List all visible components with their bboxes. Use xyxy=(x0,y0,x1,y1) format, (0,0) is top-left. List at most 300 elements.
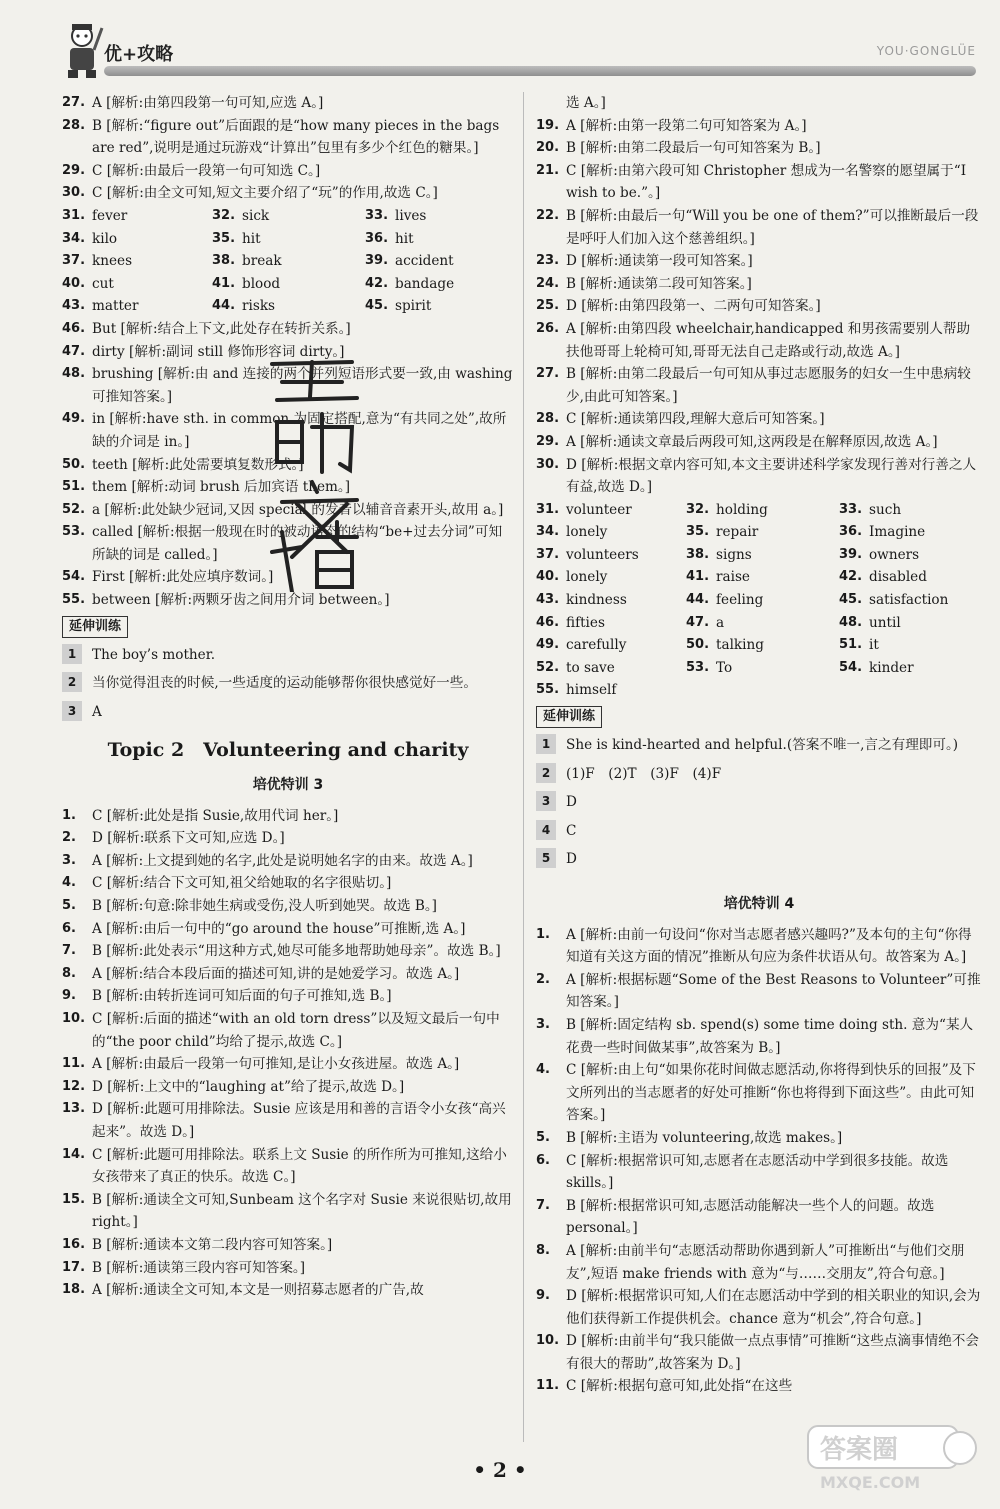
grid-answer xyxy=(62,205,212,228)
extension-number: 2 xyxy=(62,672,82,692)
answer-number: 52. xyxy=(536,659,560,675)
answer-text: A [解析:通读文章最后两段可知,这两段是在解释原因,故选 A。] xyxy=(566,433,938,450)
page-number: • 2 • xyxy=(473,1458,527,1482)
answer-number: 27. xyxy=(62,95,86,110)
answer-word: fifties xyxy=(566,614,605,631)
answer-text: C [解析:由上句“如果你花时间做志愿活动,你将得到快乐的回报”及下文所列出的当志愿者的好处可推断“你也将得到下面这些”。由此可知答案。] xyxy=(566,1062,976,1124)
answer-number: 31. xyxy=(62,207,86,223)
answer-item xyxy=(536,1375,982,1398)
answer-item xyxy=(536,454,982,499)
answer-number: 9. xyxy=(62,988,76,1004)
answer-item xyxy=(536,431,982,454)
answer-number: 43. xyxy=(62,298,86,314)
grid-answer xyxy=(839,679,979,702)
answer-text: B [解析:通读本文第二段内容可知答案。] xyxy=(92,1236,333,1253)
answer-number: 27. xyxy=(536,366,560,382)
grid-answer xyxy=(62,295,212,318)
extension-text: (1)F (2)T (3)F (4)F xyxy=(566,765,722,782)
extension-number: 2 xyxy=(536,763,556,783)
extension-item xyxy=(62,672,514,695)
extension-text: She is kind-hearted and helpful.(答案不唯一,言之有理即可。) xyxy=(566,737,959,754)
answer-text: teeth [解析:此处需要填复数形式。] xyxy=(92,456,304,473)
answer-word: bandage xyxy=(395,275,455,292)
answer-number: 11. xyxy=(62,1056,86,1072)
answer-number: 42. xyxy=(365,275,389,291)
answer-text: B [解析:由第二段最后一句可知答案为 B。] xyxy=(566,140,821,157)
answer-item xyxy=(62,1279,514,1302)
answer-number: 44. xyxy=(212,298,236,314)
answer-number: 28. xyxy=(62,117,86,133)
answer-item xyxy=(536,318,982,363)
answer-text: A [解析:根据标题“Some of the Best Reasons to Volunteer”可推知答案。] xyxy=(566,971,981,1011)
grid-answer xyxy=(536,544,686,567)
grid-answer xyxy=(839,499,979,522)
answer-text: B [解析:由转折连词可知后面的句子可推知,选 B。] xyxy=(92,988,392,1005)
answer-list xyxy=(62,805,514,1302)
answer-item xyxy=(62,1098,514,1143)
answer-grid xyxy=(536,499,982,702)
answer-word: a xyxy=(716,614,725,631)
answer-number: 41. xyxy=(686,569,710,585)
answer-word: to save xyxy=(566,659,615,676)
answer-word: himself xyxy=(566,682,617,699)
answer-item xyxy=(536,1059,982,1127)
answer-number: 2. xyxy=(536,971,550,987)
answer-word: until xyxy=(869,614,901,631)
header-bar xyxy=(104,66,976,76)
answer-item xyxy=(536,115,982,138)
extension-list xyxy=(536,734,982,871)
answer-text: A [解析:由第四段 wheelchair,handicapped 和男孩需要别人帮助扶他哥哥上轮椅可知,哥哥无法自己走路或行动,故选 A。] xyxy=(566,320,971,360)
grid-answer xyxy=(212,295,365,318)
answer-number: 12. xyxy=(62,1078,86,1094)
answer-text: C [解析:结合下文可知,祖父给她取的名字很贴切。] xyxy=(92,875,392,892)
answer-number: 48. xyxy=(62,366,86,382)
answer-item xyxy=(62,895,514,918)
answer-text: A [解析:由前半句“志愿活动帮助你遇到新人”可推断出“与他们交朋友”,短语 make friends with 意为“与……交朋友”,符合句意。] xyxy=(566,1242,965,1282)
answer-number: 35. xyxy=(686,524,710,540)
answer-word: owners xyxy=(869,546,920,563)
answer-text: B [解析:固定结构 sb. spend(s) some time doing sth. 意为“某人花费一些时间做某事”,故答案为 B。] xyxy=(566,1016,974,1056)
answer-number: 48. xyxy=(839,614,863,630)
answer-item xyxy=(62,850,514,873)
answer-item xyxy=(62,160,514,183)
answer-item xyxy=(62,1053,514,1076)
answer-item xyxy=(536,408,982,431)
grid-answer xyxy=(536,612,686,635)
answer-item xyxy=(62,827,514,850)
topic-title: Topic 2 Volunteering and charity xyxy=(107,739,469,762)
answer-number: 50. xyxy=(686,637,710,653)
answer-number: 44. xyxy=(686,592,710,608)
svg-text:答案圈: 答案圈 xyxy=(820,1435,899,1465)
answer-number: 7. xyxy=(536,1197,550,1213)
answer-text: A [解析:由后一句中的“go around the house”可推断,选 A。] xyxy=(92,920,466,937)
answer-word: hit xyxy=(395,230,414,247)
grid-answer xyxy=(62,250,212,273)
answer-text: between [解析:两颗牙齿之间用介词 between。] xyxy=(92,592,390,609)
answer-number: 34. xyxy=(62,230,86,246)
answer-number: 6. xyxy=(536,1152,550,1168)
grid-answer xyxy=(365,295,505,318)
answer-number: 10. xyxy=(536,1333,560,1349)
answer-text: B [解析:由最后一句“Will you be one of them?”可以推断最后一段是呼吁人们加入这个慈善组织。] xyxy=(566,207,979,247)
answer-item xyxy=(536,1127,982,1150)
extension-training-title: 延伸训练 xyxy=(62,616,128,638)
grid-answer xyxy=(686,544,839,567)
answer-number: 49. xyxy=(536,637,560,653)
answer-number: 34. xyxy=(536,524,560,540)
answer-number: 51. xyxy=(62,479,86,495)
column-divider xyxy=(523,92,524,1442)
answer-number: 36. xyxy=(839,524,863,540)
answer-word: satisfaction xyxy=(869,592,949,609)
extension-item xyxy=(536,763,982,786)
answer-item xyxy=(536,137,982,160)
grid-answer xyxy=(686,566,839,589)
answer-number: 24. xyxy=(536,275,560,291)
answer-word: holding xyxy=(716,501,768,518)
answer-word: volunteer xyxy=(566,501,632,518)
answer-word: such xyxy=(869,501,902,518)
answer-grid xyxy=(62,205,514,318)
answer-item xyxy=(62,918,514,941)
answer-word: volunteers xyxy=(566,546,639,563)
left-column xyxy=(62,92,514,1302)
answer-list xyxy=(536,92,982,499)
answer-item xyxy=(536,273,982,296)
answer-number: 47. xyxy=(686,614,710,630)
answer-word: cut xyxy=(92,275,114,292)
handwritten-stamp xyxy=(262,352,372,592)
answer-text: C [解析:根据句意可知,此处指“在这些 xyxy=(566,1378,793,1395)
answer-word: spirit xyxy=(395,298,432,315)
answer-text: B [解析:通读全文可知,Sunbeam 这个名字对 Susie 来说很贴切,故用 right。] xyxy=(92,1191,512,1231)
answer-text: C [解析:由第六段可知 Christopher 想成为一名警察的愿望属于“I wish to be.”。] xyxy=(566,162,967,202)
answer-item xyxy=(62,805,514,828)
answer-number: 43. xyxy=(536,592,560,608)
grid-answer xyxy=(536,499,686,522)
answer-number: 38. xyxy=(212,253,236,269)
section-title: 培优特训 3 xyxy=(252,777,324,794)
answer-number: 8. xyxy=(536,1242,550,1258)
grid-answer xyxy=(536,566,686,589)
answer-number: 42. xyxy=(839,569,863,585)
answer-number: 22. xyxy=(536,207,560,223)
answer-number: 55. xyxy=(62,592,86,608)
answer-item xyxy=(536,1285,982,1330)
answer-item xyxy=(62,1144,514,1189)
answer-text: D [解析:此题可用排除法。Susie 应该是用和善的言语令小女孩“高兴起来”。故选 D。] xyxy=(92,1101,506,1140)
svg-text:MXQE.COM: MXQE.COM xyxy=(820,1473,921,1492)
answer-text: A [解析:通读全文可知,本文是一则招募志愿者的广告,故 xyxy=(92,1282,424,1299)
answer-text: C [解析:此处是指 Susie,故用代词 her。] xyxy=(92,807,339,824)
answer-item xyxy=(536,1014,982,1059)
answer-item xyxy=(62,182,514,205)
answer-word: fever xyxy=(92,207,128,224)
answer-word: knees xyxy=(92,253,133,270)
mascot-icon xyxy=(58,22,104,80)
grid-answer xyxy=(365,228,505,251)
answer-number: 33. xyxy=(839,501,863,517)
answer-number: 26. xyxy=(536,320,560,336)
answer-item xyxy=(62,318,514,341)
answer-item xyxy=(536,1330,982,1375)
answer-word: sick xyxy=(242,207,270,224)
page-header xyxy=(0,0,1000,92)
extension-number: 3 xyxy=(536,791,556,811)
section-title: 培优特训 4 xyxy=(723,896,795,912)
grid-answer xyxy=(839,634,979,657)
answer-number xyxy=(686,679,716,702)
answer-text: C [解析:通读第四段,理解大意后可知答案。] xyxy=(566,411,825,428)
answer-item xyxy=(536,924,982,969)
grid-answer xyxy=(839,566,979,589)
answer-number: 46. xyxy=(62,320,86,336)
grid-answer xyxy=(536,521,686,544)
answer-text: B [解析:“figure out”后面跟的是“how many pieces in the bags are red”,说明是通过玩游戏“计算出”包里有多少个红色的糖果。] xyxy=(92,117,500,157)
extension-item xyxy=(536,820,982,843)
answer-number: 18. xyxy=(62,1282,86,1298)
answer-number: 46. xyxy=(536,614,560,630)
answer-word: repair xyxy=(716,524,759,541)
answer-text: B [解析:此处表示“用这种方式,她尽可能多地帮助她母亲”。故选 B。] xyxy=(92,943,501,960)
answer-text: D [解析:联系下文可知,应选 D。] xyxy=(92,830,285,847)
answer-text: in [解析:have sth. in common 为固定搭配,意为“有共同之处”,故所缺的介词是 in。] xyxy=(92,411,507,450)
extension-text: D xyxy=(566,851,577,868)
answer-text: C [解析:根据常识可知,志愿者在志愿活动中学到很多技能。故选 skills。] xyxy=(566,1152,949,1192)
answer-word: accident xyxy=(395,253,454,270)
answer-number: 5. xyxy=(62,898,76,913)
answer-number: 54. xyxy=(839,659,863,675)
extension-item xyxy=(536,791,982,814)
answer-number: 53. xyxy=(62,524,86,540)
answer-word: raise xyxy=(716,569,750,586)
grid-answer xyxy=(62,273,212,296)
answer-number: 5. xyxy=(536,1129,550,1145)
answer-number: 49. xyxy=(62,411,86,427)
answer-word: talking xyxy=(716,637,764,654)
extension-item xyxy=(536,734,982,757)
answer-text: D [解析:上文中的“laughing at”给了提示,故选 D。] xyxy=(92,1078,405,1095)
grid-answer xyxy=(212,250,365,273)
grid-answer xyxy=(536,589,686,612)
answer-number xyxy=(839,679,869,702)
answer-number: 55. xyxy=(536,682,560,698)
answer-number: 37. xyxy=(62,253,86,269)
answer-text: But [解析:结合上下文,此处存在转折关系。] xyxy=(92,320,351,337)
answer-number: 45. xyxy=(839,592,863,608)
answer-number: 32. xyxy=(212,207,236,223)
answer-item xyxy=(62,1008,514,1053)
answer-text: A [解析:上文提到她的名字,此处是说明她名字的由来。故选 A。] xyxy=(92,852,473,869)
answer-word: Imagine xyxy=(869,524,926,541)
grid-answer xyxy=(686,679,839,702)
answer-number: 33. xyxy=(365,207,389,223)
answer-word: lonely xyxy=(566,524,608,541)
answer-number: 53. xyxy=(686,659,710,675)
answer-text: C [解析:由全文可知,短文主要介绍了“玩”的作用,故选 C。] xyxy=(92,185,438,202)
answer-item xyxy=(536,1150,982,1195)
answer-item xyxy=(62,92,514,115)
answer-number xyxy=(536,92,566,115)
answer-number: 39. xyxy=(365,253,389,269)
answer-text: C [解析:此题可用排除法。联系上文 Susie 的所作所为可推知,这给小女孩带来了真正的快乐。故选 C。] xyxy=(92,1146,507,1186)
answer-number: 3. xyxy=(62,852,76,868)
answer-number: 38. xyxy=(686,546,710,562)
grid-answer xyxy=(686,657,839,680)
answer-item xyxy=(536,250,982,273)
answer-number: 19. xyxy=(536,117,560,133)
answer-number: 1. xyxy=(62,807,76,823)
answer-number: 54. xyxy=(62,569,86,585)
answer-word: carefully xyxy=(566,637,627,654)
answer-text: dirty [解析:副词 still 修饰形容词 dirty。] xyxy=(92,343,345,360)
answer-text: them [解析:动词 brush 后加宾语 them。] xyxy=(92,479,351,496)
answer-text: called [解析:根据一般现在时的被动语态的结构“be+过去分词”可知所缺的词是 called。] xyxy=(92,524,503,563)
answer-number: 6. xyxy=(62,920,76,936)
answer-text: 选 A。] xyxy=(566,95,606,111)
answer-text: A [解析:由前一句设问“你对当志愿者感兴趣吗?”及本句的主句“你得知道有关这方面的情况”推断从句应为条件状语从句。故答案为 A。] xyxy=(566,926,972,966)
answer-number: 36. xyxy=(365,230,389,246)
grid-answer xyxy=(365,205,505,228)
extension-item xyxy=(62,644,514,667)
answer-number: 45. xyxy=(365,298,389,314)
answer-word: it xyxy=(869,637,879,654)
answer-number: 2. xyxy=(62,830,76,846)
answer-number: 4. xyxy=(62,875,76,891)
answer-word: kilo xyxy=(92,230,118,247)
answer-text: B [解析:通读第二段可知答案。] xyxy=(566,275,752,292)
answer-number: 16. xyxy=(62,1236,86,1252)
answer-word: signs xyxy=(716,546,752,563)
extension-training-title: 延伸训练 xyxy=(536,706,602,728)
grid-answer xyxy=(839,589,979,612)
grid-answer xyxy=(686,521,839,544)
extension-item xyxy=(62,701,514,724)
answer-text: B [解析:句意:除非她生病或受伤,没人听到她哭。故选 B。] xyxy=(92,898,437,914)
answer-word: lives xyxy=(395,207,427,224)
answer-item xyxy=(62,963,514,986)
answer-number: 20. xyxy=(536,140,560,156)
answer-item xyxy=(62,940,514,963)
answer-text: B [解析:根据常识可知,志愿活动能解决一些个人的问题。故选 personal。] xyxy=(566,1197,935,1237)
extension-number: 5 xyxy=(536,848,556,868)
answer-number: 23. xyxy=(536,253,560,269)
answer-word: risks xyxy=(242,298,276,315)
answer-item xyxy=(62,589,514,612)
answer-word: disabled xyxy=(869,569,927,586)
answer-word: lonely xyxy=(566,569,608,586)
answer-number: 35. xyxy=(212,230,236,246)
answer-number: 50. xyxy=(62,456,86,472)
answer-item xyxy=(536,969,982,1014)
right-column xyxy=(536,92,982,1398)
answer-number: 1. xyxy=(536,926,550,942)
answer-item xyxy=(536,1240,982,1285)
answer-number: 29. xyxy=(62,162,86,178)
answer-number: 11. xyxy=(536,1378,560,1394)
answer-word: kindness xyxy=(566,592,627,609)
answer-item xyxy=(536,160,982,205)
answer-number: 31. xyxy=(536,501,560,517)
answer-text: A [解析:由第一段第二句可知答案为 A。] xyxy=(566,117,807,134)
answer-word: break xyxy=(242,253,282,270)
answer-word: feeling xyxy=(716,592,764,609)
answer-number: 9. xyxy=(536,1288,550,1304)
answer-text: D [解析:由第四段第一、二两句可知答案。] xyxy=(566,298,821,315)
answer-number: 40. xyxy=(536,569,560,585)
answer-number: 8. xyxy=(62,965,76,981)
grid-answer xyxy=(62,228,212,251)
answer-text: D [解析:根据文章内容可知,本文主要讲述科学家发现行善对行善之人有益,故选 D。] xyxy=(566,456,977,496)
extension-number: 1 xyxy=(536,734,556,754)
grid-answer xyxy=(536,679,686,702)
grid-answer xyxy=(212,228,365,251)
grid-answer xyxy=(536,634,686,657)
answer-number: 17. xyxy=(62,1259,86,1275)
answer-item xyxy=(62,1076,514,1099)
answer-number: 41. xyxy=(212,275,236,291)
extension-number: 3 xyxy=(62,701,82,721)
extension-number: 1 xyxy=(62,644,82,664)
answer-text: B [解析:通读第三段内容可知答案。] xyxy=(92,1259,306,1276)
answer-number: 30. xyxy=(62,185,86,201)
answer-item xyxy=(62,872,514,895)
answer-number: 32. xyxy=(686,501,710,517)
answer-text: brushing [解析:由 and 连接的两个并列短语形式要一致,由 washing 可推知答案。] xyxy=(92,366,513,405)
answer-word: kinder xyxy=(869,659,914,676)
answer-number: 51. xyxy=(839,637,863,653)
answer-number: 13. xyxy=(62,1101,86,1117)
answer-word: matter xyxy=(92,298,139,315)
answer-item xyxy=(62,985,514,1008)
grid-answer xyxy=(365,273,505,296)
grid-answer xyxy=(365,250,505,273)
answer-word: hit xyxy=(242,230,261,247)
grid-answer xyxy=(686,634,839,657)
answer-text: D [解析:根据常识可知,人们在志愿活动中学到的相关职业的知识,会为他们获得新工作提供机会。chance 意为“机会”,符合句意。] xyxy=(566,1288,981,1327)
answer-number: 21. xyxy=(536,162,560,178)
answer-number: 40. xyxy=(62,275,86,291)
extension-text: The boy’s mother. xyxy=(92,646,216,663)
answer-item xyxy=(536,205,982,250)
extension-number: 4 xyxy=(536,820,556,840)
answer-list xyxy=(62,92,514,205)
answer-word: To xyxy=(716,659,733,676)
answer-item xyxy=(62,1257,514,1280)
answer-text: B [解析:由第二段最后一句可知从事过志愿服务的妇女一生中患病较少,由此可知答案。] xyxy=(566,366,971,405)
answer-text: First [解析:此处应填序数词。] xyxy=(92,569,274,586)
answer-number: 47. xyxy=(62,343,86,359)
grid-answer xyxy=(212,273,365,296)
answer-number: 28. xyxy=(536,411,560,427)
extension-item xyxy=(536,848,982,871)
answer-number: 30. xyxy=(536,456,560,472)
grid-answer xyxy=(839,657,979,680)
answer-number: 52. xyxy=(62,501,86,517)
answer-text: C [解析:后面的描述“with an old torn dress”以及短文最后一句中的“the poor child”均给了提示,故选 C。] xyxy=(92,1010,500,1050)
brand-title: 优+攻略 xyxy=(104,44,174,65)
answer-text: A [解析:由第四段第一句可知,应选 A。] xyxy=(92,95,324,111)
grid-answer xyxy=(212,205,365,228)
answer-number: 25. xyxy=(536,298,560,314)
extension-text: 当你觉得沮丧的时候,一些适度的运动能够帮你很快感觉好一些。 xyxy=(92,675,477,692)
answer-item xyxy=(62,115,514,160)
answer-text: D [解析:通读第一段可知答案。] xyxy=(566,253,753,270)
grid-answer xyxy=(686,589,839,612)
answer-number: 10. xyxy=(62,1010,86,1026)
